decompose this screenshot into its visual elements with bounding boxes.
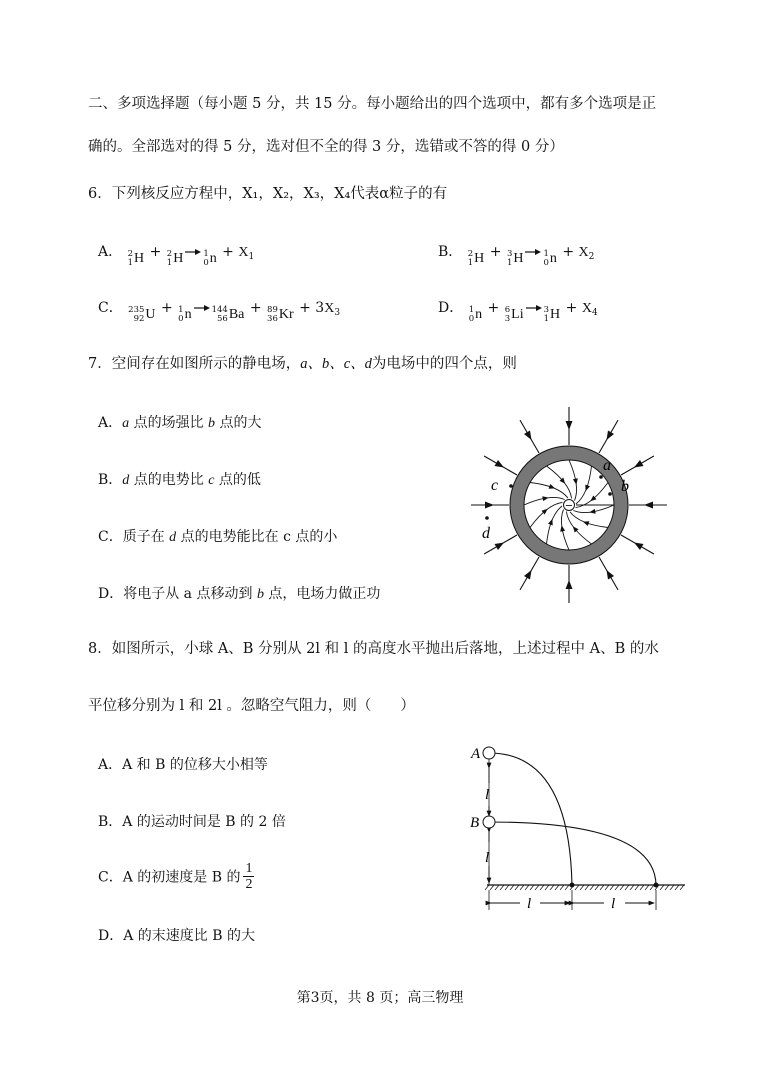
q6-option-b-equation: 2 1 H + 3 1 H 1 0 n + $X_2$ [467, 244, 595, 268]
hatch-mark [640, 885, 644, 890]
hatch-mark [515, 885, 519, 890]
q8-stem-line1: 8．如图所示，小球 A、B 分别从 2l 和 l 的高度水平抛出后落地，上述过程中 A、B 的水 [88, 641, 659, 657]
field-arrow-icon [634, 460, 644, 468]
hatch-mark [560, 885, 564, 890]
inner-field-line [576, 483, 609, 508]
svg-text:−: − [564, 500, 574, 512]
q8-option-d: D．A 的末速度比 B 的大 [98, 928, 255, 944]
hatch-mark [510, 885, 514, 890]
hatch-mark [650, 885, 654, 890]
hatch-mark [675, 885, 679, 890]
field-arrow-icon [634, 543, 644, 551]
q8-option-b: B．A 的运动时间是 B 的 2 倍 [98, 814, 286, 830]
hatch-mark [665, 885, 669, 890]
hatch-mark [495, 885, 499, 890]
svg-text:b: b [621, 478, 629, 495]
inner-field-line [530, 502, 563, 527]
svg-text:B: B [470, 815, 480, 831]
svg-text:l: l [527, 896, 532, 912]
field-arrow-icon [560, 525, 565, 531]
q7-option-d: D．将电子从 a 点移动到 b 点，电场力做正功 [98, 586, 381, 602]
inner-field-line [547, 466, 572, 499]
q8-stem-line2: 平位移分别为 l 和 2l 。忽略空气阻力，则（ ） [88, 698, 415, 714]
arrow-icon [526, 304, 542, 312]
hatch-mark [580, 885, 584, 890]
q6-option-b: B． 2 1 H + 3 1 H 1 0 n + $X_2$ [438, 244, 595, 268]
hatch-mark [595, 885, 599, 890]
q6-option-c-equation: 235 92 U + 1 0 n 144 56 Ba + 89 36 Kr + $3X_3$ [128, 300, 341, 324]
hatch-mark [485, 885, 489, 890]
field-arrow-icon [566, 580, 573, 589]
svg-text:l: l [485, 787, 490, 803]
svg-text:A: A [471, 746, 481, 762]
section-heading-line1: 二、多项选择题（每小题 5 分，共 15 分。每小题给出的四个选项中，都有多个选项是正 [88, 96, 657, 112]
inner-field-line [547, 506, 563, 544]
hatch-mark [565, 885, 569, 890]
q6-option-c: C． 235 92 U + 1 0 n 144 56 Ba + 89 36 Kr + $3X_3$ [98, 300, 341, 324]
svg-text:l: l [485, 850, 490, 866]
svg-text:d: d [482, 525, 490, 542]
inner-field-line [570, 512, 608, 528]
hatch-mark [520, 885, 524, 890]
hatch-mark [535, 885, 539, 890]
hatch-mark [550, 885, 554, 890]
hatch-mark [600, 885, 604, 890]
q6-option-a-equation: 2 1 H + 2 1 H 1 0 n + $X_1$ [127, 244, 255, 268]
q7-option-c: C．质子在 d 点的电势能比在 c 点的小 [98, 529, 338, 545]
arrow-icon [525, 248, 541, 256]
ball-a [483, 747, 495, 759]
inner-field-line [576, 466, 592, 504]
field-arrow-icon [495, 543, 505, 551]
hatch-mark [490, 885, 494, 890]
q8-option-c: C．A 的初速度是 B 的 $\frac{1}{2}$ [98, 861, 253, 892]
hatch-mark [530, 885, 534, 890]
ball-b [483, 816, 495, 828]
field-arrow-icon [607, 431, 615, 441]
field-arrow-icon [524, 570, 532, 580]
hatch-mark [635, 885, 639, 890]
svg-text:a: a [603, 457, 611, 474]
field-arrow-icon [644, 502, 653, 509]
point-d [485, 516, 489, 520]
field-arrow-icon [548, 519, 553, 526]
trajectory-b [489, 822, 656, 885]
hatch-mark [505, 885, 509, 890]
field-arrow-icon [607, 570, 615, 580]
field-arrow-icon [524, 431, 532, 441]
hatch-mark [540, 885, 544, 890]
svg-text:c: c [491, 477, 499, 494]
inner-field-line [530, 483, 568, 499]
svg-text:l: l [611, 896, 616, 912]
hatch-mark [545, 885, 549, 890]
hatch-mark [525, 885, 529, 890]
field-arrow-icon [495, 460, 505, 468]
inner-field-line [566, 512, 591, 545]
hatch-mark [660, 885, 664, 890]
field-arrow-icon [549, 484, 556, 489]
point-a [599, 475, 603, 479]
q6-stem: 6．下列核反应方程中，X₁，X₂，X₃，X₄代表α粒子的有 [88, 186, 448, 202]
q7-stem: 7．空间存在如图所示的静电场，a、b、c、d为电场中的四个点，则 [88, 356, 517, 372]
q8-option-a: A．A 和 B 的位移大小相等 [98, 757, 268, 773]
arrow-icon [194, 304, 210, 312]
q6-option-d: D． 1 0 n + 6 3 Li 3 1 H + $X_4$ [438, 300, 598, 324]
hatch-mark [645, 885, 649, 890]
page-footer: 第3页，共 8 页；高三物理 [296, 990, 464, 1006]
hatch-mark [590, 885, 594, 890]
trajectory-a [489, 753, 572, 885]
hatch-mark [555, 885, 559, 890]
q7-option-a: A．a 点的场强比 b 点的大 [98, 415, 262, 431]
field-arrow-icon [485, 502, 494, 509]
hatch-mark [615, 885, 619, 890]
hatch-mark [670, 885, 674, 890]
field-arrow-icon [573, 478, 578, 484]
field-arrow-icon [589, 509, 595, 514]
hatch-mark [585, 885, 589, 890]
q6-option-d-equation: 1 0 n + 6 3 Li 3 1 H + $X_4$ [468, 300, 598, 324]
field-arrow-icon [566, 421, 573, 430]
hatch-mark [620, 885, 624, 890]
hatch-mark [500, 885, 504, 890]
hatch-mark [625, 885, 629, 890]
q6-stem-vars: X₁，X₂，X₃，X₄ [242, 186, 351, 202]
hatch-mark [680, 885, 684, 890]
q6-option-a: A． 2 1 H + 2 1 H 1 0 n + $X_1$ [98, 244, 255, 268]
electric-field-figure [470, 388, 670, 618]
hatch-mark [605, 885, 609, 890]
section-heading-line2: 确的。全部选对的得 5 分，选对但不全的得 3 分，选错或不答的得 0 分） [88, 139, 564, 155]
arrow-icon [185, 248, 201, 256]
point-c [509, 484, 513, 488]
hatch-mark [575, 885, 579, 890]
field-arrow-icon [542, 496, 548, 501]
point-b [608, 492, 612, 496]
projectile-figure [465, 738, 695, 920]
field-arrow-icon [583, 521, 590, 526]
field-arrow-icon [585, 485, 590, 492]
hatch-mark [610, 885, 614, 890]
hatch-mark [630, 885, 634, 890]
fraction-one-half: $\frac{1}{2}$ [245, 861, 253, 892]
q7-option-b: B．d 点的电势比 c 点的低 [98, 472, 261, 488]
